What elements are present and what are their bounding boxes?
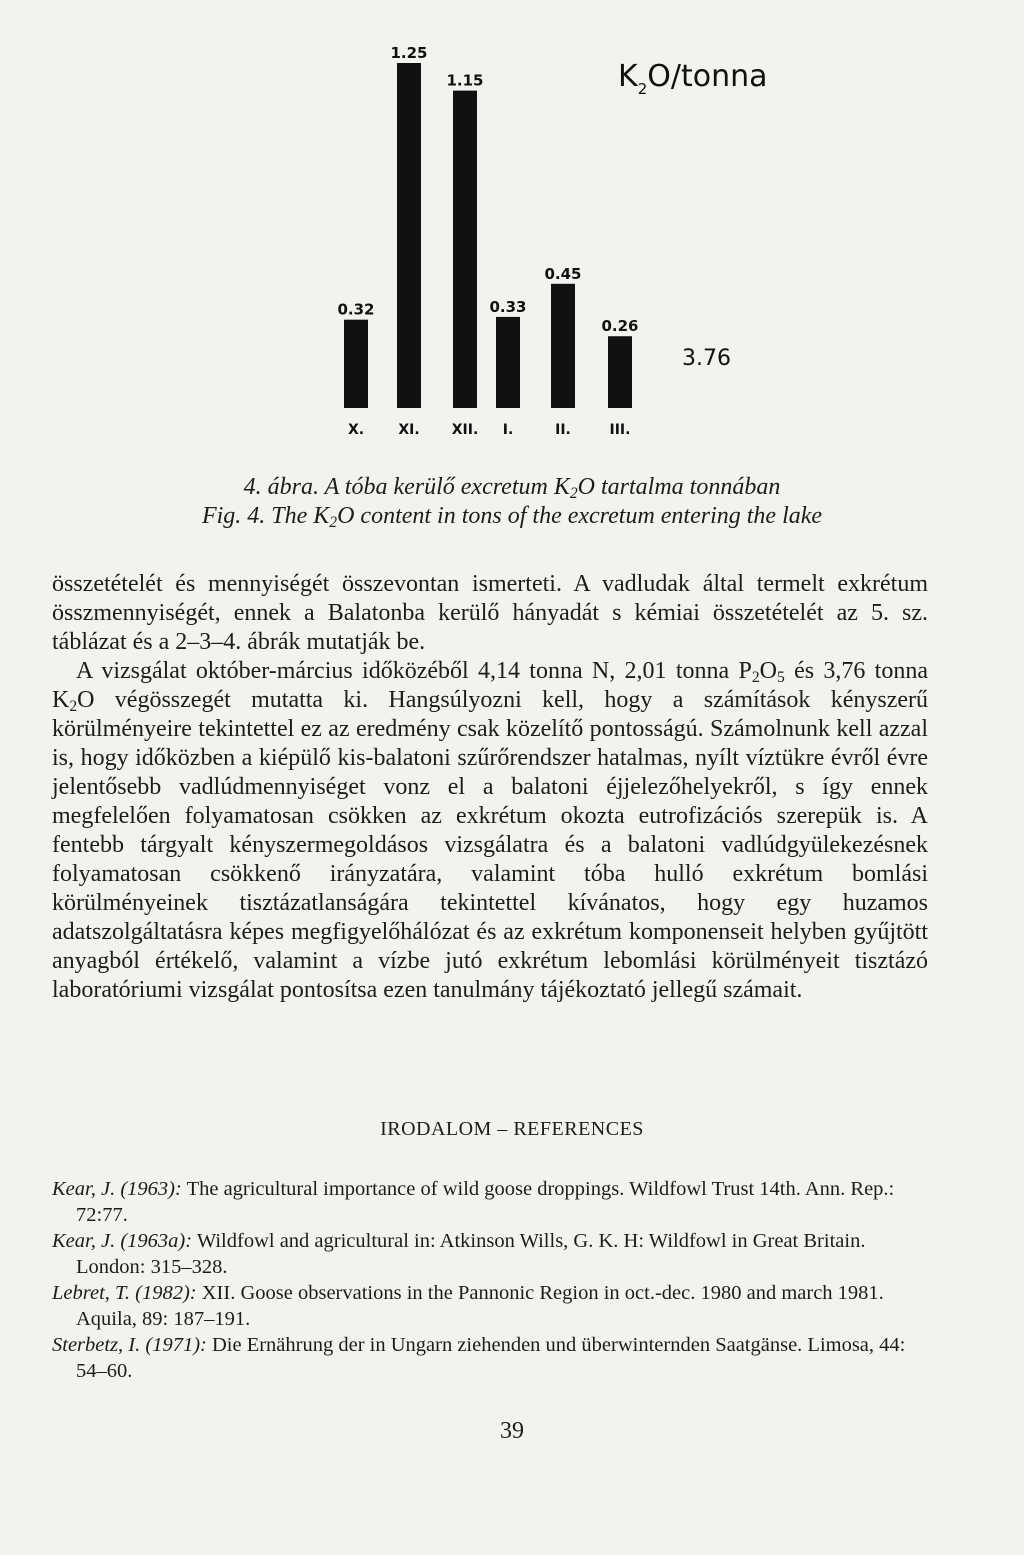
bar-chart [0, 0, 1024, 470]
references-heading: IRODALOM – REFERENCES [380, 1118, 644, 1140]
total-label: 3.76 [682, 346, 731, 371]
bar-value-label: 1.25 [390, 44, 428, 62]
month-tick-label: II. [555, 422, 571, 438]
month-tick-label: III. [609, 422, 631, 438]
bar-value-label: 0.32 [337, 300, 375, 319]
month-tick-label: X. [347, 422, 365, 438]
bar-value-label: 0.33 [489, 297, 527, 316]
month-tick-label: I. [502, 422, 514, 438]
bar-i [496, 317, 520, 408]
reference-item: Sterbetz, I. (1971): Die Ernährung der in Ungarn ziehenden und überwinternden Saatgänse. Limosa, 44: 54–60. [52, 1334, 906, 1382]
bar-x [344, 320, 368, 408]
reference-item: Kear, J. (1963): The agricultural importance of wild goose droppings. Wildfowl Trust 14th. Ann. Rep.: 72:77. [52, 1178, 895, 1226]
month-tick-label: XI. [398, 422, 420, 438]
paragraph-1: összetételét és mennyiségét összevontan ismerteti. A vadludak által termelt exkrétum összmennyiségét, ennek a Balatonba kerülő hányadát s kémiai összetételét az 5. sz. táblázat és a 2–3–4. ábrák mutatják be. [52, 571, 928, 655]
bar-xi [397, 63, 421, 408]
unit-label-sub: 2 [637, 80, 648, 98]
bar-value-label: 0.45 [544, 264, 582, 283]
bar-value-label: 1.15 [446, 71, 484, 90]
body-text [52, 570, 928, 1005]
paragraph-2: A vizsgálat október-március időközéből 4,14 tonna N, 2,01 tonna $P_2O_5$ és 3,76 tonna $K_2O$ végösszegét mutatta ki. Hangsúlyozni kell, hogy a számítások kényszerű körülményeire tekintettel ez az eredmény csak közelítő pontosságú. Számolnunk kell azzal is, hogy időközben a kiépülő kis-balatoni szűrőrendszer hatalmas, nyílt víztükre évről évre jelentősebb vadlúdmennyiséget vonz el a balatoni éjjelezőhelyekről, s így ennek megfelelően folyamatosan csökken az exkrétum okozta eutrofizációs szerepük is. A fentebb tárgyalt kényszermegoldásos vizsgálatra és a balatoni vadlúdgyülekezésnek folyamatosan csökkenő irányzatára, valamint tóba hulló exkrétum bomlási körülményeinek tisztázatlanságára tekintettel kívánatos, hogy egy huzamos adatszolgáltatásra képes megfigyelőhálózat és az exkrétum komponenseit helyben gyűjtött anyagból értékelő, valamint a vízbe jutó exkrétum lebomlási körülményeit tisztázó laboratóriumi vizsgálat pontosítsa ezen tanulmány tájékoztató jellegű számait. [52, 658, 928, 1003]
month-tick-label: XII. [451, 422, 479, 438]
figure-caption-en: Fig. 4. The $K_2O$ content in tons of the excretum entering the lake [201, 503, 823, 531]
unit-label [618, 59, 767, 98]
unit-label-main: K [618, 59, 638, 94]
figure-caption-hu: 4. ábra. A tóba kerülő excretum $K_2O$ tartalma tonnában [243, 474, 781, 502]
bar-iii [608, 336, 632, 408]
page-number: 39 [500, 1418, 524, 1444]
bar-xii [453, 91, 477, 408]
bar-value-label: 0.26 [601, 317, 639, 336]
reference-item: Kear, J. (1963a): Wildfowl and agricultural in: Atkinson Wills, G. K. H: Wildfowl in Great Britain. London: 315–328. [52, 1230, 866, 1278]
bar-ii [551, 284, 575, 408]
unit-label-rest: O/tonna [647, 59, 768, 94]
reference-item: Lebret, T. (1982): XII. Goose observations in the Pannonic Region in oct.-dec. 1980 and march 1981. Aquila, 89: 187–191. [52, 1282, 884, 1330]
chart-svg [0, 0, 1024, 470]
references-list [52, 1176, 928, 1384]
